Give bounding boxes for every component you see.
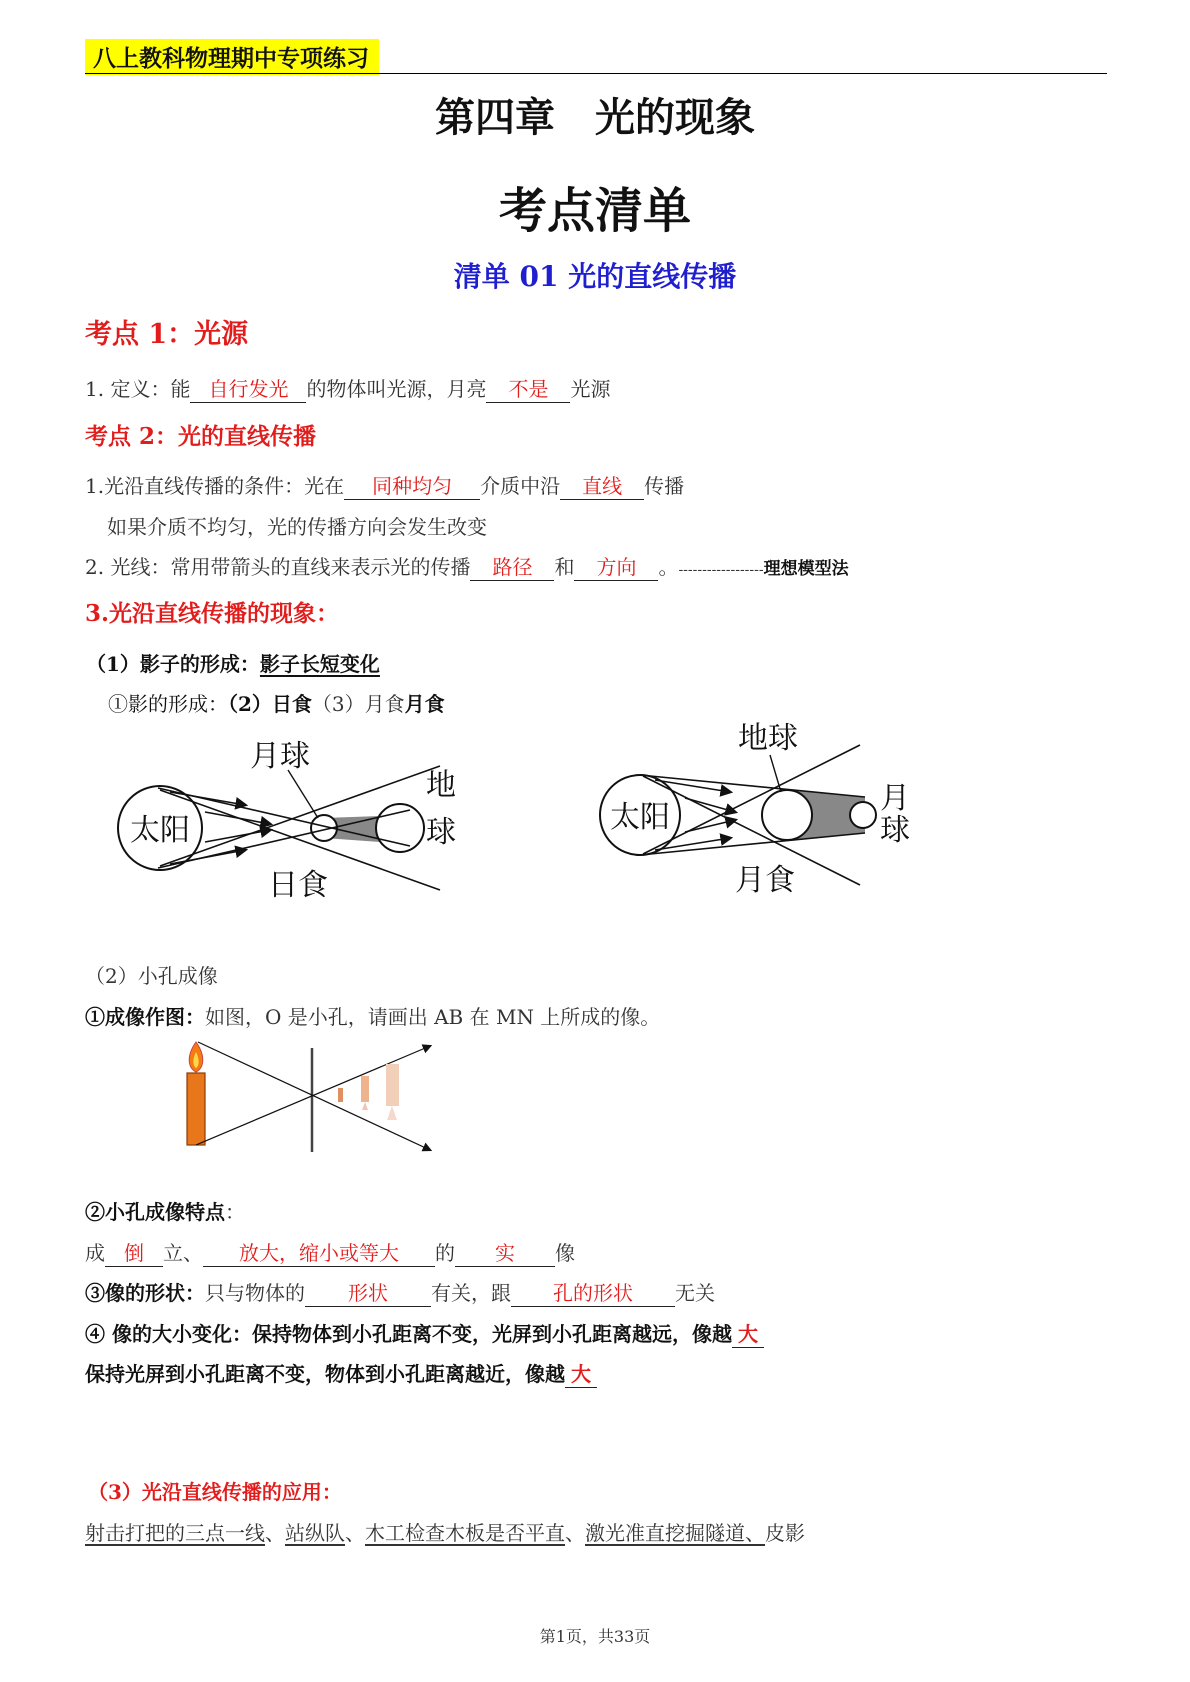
- image-flame: [362, 1102, 368, 1110]
- blank-answer: 自行发光: [190, 373, 306, 403]
- text: 保持光屏到小孔距离不变，物体到小孔距离越近，像越: [85, 1362, 565, 1386]
- app-item: 站纵队: [285, 1521, 345, 1545]
- applications-list: [85, 1517, 805, 1546]
- text: 介质中沿: [480, 474, 561, 498]
- separator: 、: [565, 1521, 585, 1545]
- text: 立、: [163, 1241, 203, 1265]
- shadow-line: [86, 648, 380, 677]
- app-item: 皮影: [765, 1521, 805, 1545]
- candle-body: [187, 1073, 205, 1145]
- pinhole-heading: （2）小孔成像: [85, 964, 218, 988]
- blank-answer: 大: [732, 1318, 764, 1348]
- text: ④ 像的大小变化：保持物体到小孔距离不变，光屏到小孔距离越远，像越: [85, 1322, 732, 1346]
- text: （2）日食: [228, 692, 312, 716]
- text: 月食: [404, 692, 445, 716]
- shadow-sub: [108, 688, 445, 717]
- text: ①成像作图：: [85, 1005, 205, 1029]
- pointer-line: [770, 755, 781, 792]
- section-title: 清单 01 光的直线传播: [453, 260, 737, 293]
- text: 光源: [570, 377, 611, 401]
- kp2-note: 如果介质不均匀，光的传播方向会发生改变: [107, 515, 487, 539]
- text: 传播: [644, 474, 685, 498]
- main-title: 考点清单: [498, 183, 691, 239]
- text: 如图，O 是小孔，请画出 AB 在 MN 上所成的像。: [205, 1005, 661, 1029]
- lunar-eclipse-diagram: [595, 710, 935, 910]
- kp2-ray: [85, 551, 849, 581]
- earth-circle: [762, 790, 812, 840]
- arrow: [685, 820, 735, 832]
- text: 的: [435, 1241, 455, 1265]
- text: 。: [658, 555, 679, 579]
- text: 无关: [675, 1281, 715, 1305]
- moon-circle: [850, 802, 876, 828]
- app-item: 射击打把的三点一线: [85, 1521, 265, 1545]
- text: ③像的形状：: [85, 1281, 205, 1305]
- text: （1）影子的形成：: [86, 652, 260, 676]
- text: 2. 光线：常用带箭头的直线来表示光的传播: [85, 555, 471, 579]
- pinhole-diagram: [180, 1040, 440, 1160]
- text: ①影的形成：: [108, 692, 228, 716]
- blank-answer: 不是: [486, 373, 570, 403]
- moon-label-2: 球: [880, 813, 910, 848]
- image-medium: [361, 1076, 369, 1102]
- text: 只与物体的: [205, 1281, 305, 1305]
- blank-answer: 路径: [470, 551, 554, 581]
- app-item: 木工检查木板是否平直: [365, 1521, 565, 1545]
- text: （3）月食: [311, 692, 405, 716]
- blank-answer: 形状: [305, 1277, 431, 1307]
- text: 有关，跟: [431, 1281, 511, 1305]
- method-label: 理想模型法: [763, 559, 849, 579]
- earth-circle: [376, 804, 424, 852]
- sun-label: 太阳: [130, 813, 190, 848]
- image-flame: [387, 1106, 397, 1120]
- lunar-caption: 月食: [735, 863, 795, 898]
- blank-answer: 实: [455, 1237, 555, 1267]
- moon-label-1: 月: [880, 781, 910, 816]
- shape-line: [85, 1277, 715, 1307]
- kp1-definition: [85, 373, 610, 403]
- features-heading: [85, 1196, 245, 1225]
- arrow: [205, 830, 270, 842]
- sun-label: 太阳: [610, 800, 670, 835]
- earth-label: 地球: [738, 721, 798, 756]
- text: 和: [554, 555, 575, 579]
- blank-answer: 孔的形状: [511, 1277, 675, 1307]
- blank-answer: 倒: [105, 1237, 163, 1267]
- blank-answer: 方向: [574, 551, 658, 581]
- imaging-line: [85, 1001, 660, 1030]
- text: 的物体叫光源，月亮: [306, 377, 487, 401]
- text: 1.光沿直线传播的条件：光在: [85, 474, 345, 498]
- chapter-title: 第四章 光的现象: [435, 95, 755, 141]
- solar-caption: 日食: [268, 868, 328, 903]
- text: ②小孔成像特点: [85, 1200, 225, 1224]
- image-large: [386, 1064, 399, 1106]
- page-footer: 第1页，共33页: [539, 1627, 651, 1646]
- dashes: ------------------: [678, 562, 764, 578]
- text: 成: [85, 1241, 105, 1265]
- size-line-2: [85, 1358, 597, 1388]
- phenomena-heading: 3.光沿直线传播的现象：: [85, 600, 340, 627]
- blank-answer: 大: [565, 1358, 597, 1388]
- moon-label: 月球: [250, 739, 310, 774]
- text: 像: [555, 1241, 575, 1265]
- image-small: [338, 1088, 343, 1102]
- kp1-heading: 考点 1：光源: [85, 319, 249, 350]
- separator: 、: [265, 1521, 285, 1545]
- header-tag: 八上教科物理期中专项练习: [85, 39, 379, 75]
- earth-label-1: 地: [426, 768, 456, 803]
- blank-answer: 同种均匀: [344, 470, 480, 500]
- kp2-condition: [85, 470, 684, 500]
- pointer-line: [288, 770, 318, 818]
- text: 1. 定义：能: [85, 377, 191, 401]
- underlined-text: 影子长短变化: [259, 652, 380, 676]
- arrow: [205, 812, 270, 824]
- app-item: 激光准直挖掘隧道、: [585, 1521, 765, 1545]
- solar-eclipse-diagram: [110, 730, 480, 910]
- text: ：: [225, 1200, 245, 1224]
- size-line-1: [85, 1318, 764, 1348]
- earth-label-2: 球: [426, 815, 456, 850]
- separator: 、: [345, 1521, 365, 1545]
- blank-answer: 直线: [560, 470, 644, 500]
- blank-answer: 放大，缩小或等大: [203, 1237, 435, 1267]
- features-line: [85, 1237, 575, 1267]
- applications-heading: （3）光沿直线传播的应用：: [88, 1480, 342, 1504]
- header-rule: [85, 73, 1107, 74]
- kp2-heading: 考点 2：光的直线传播: [85, 423, 317, 450]
